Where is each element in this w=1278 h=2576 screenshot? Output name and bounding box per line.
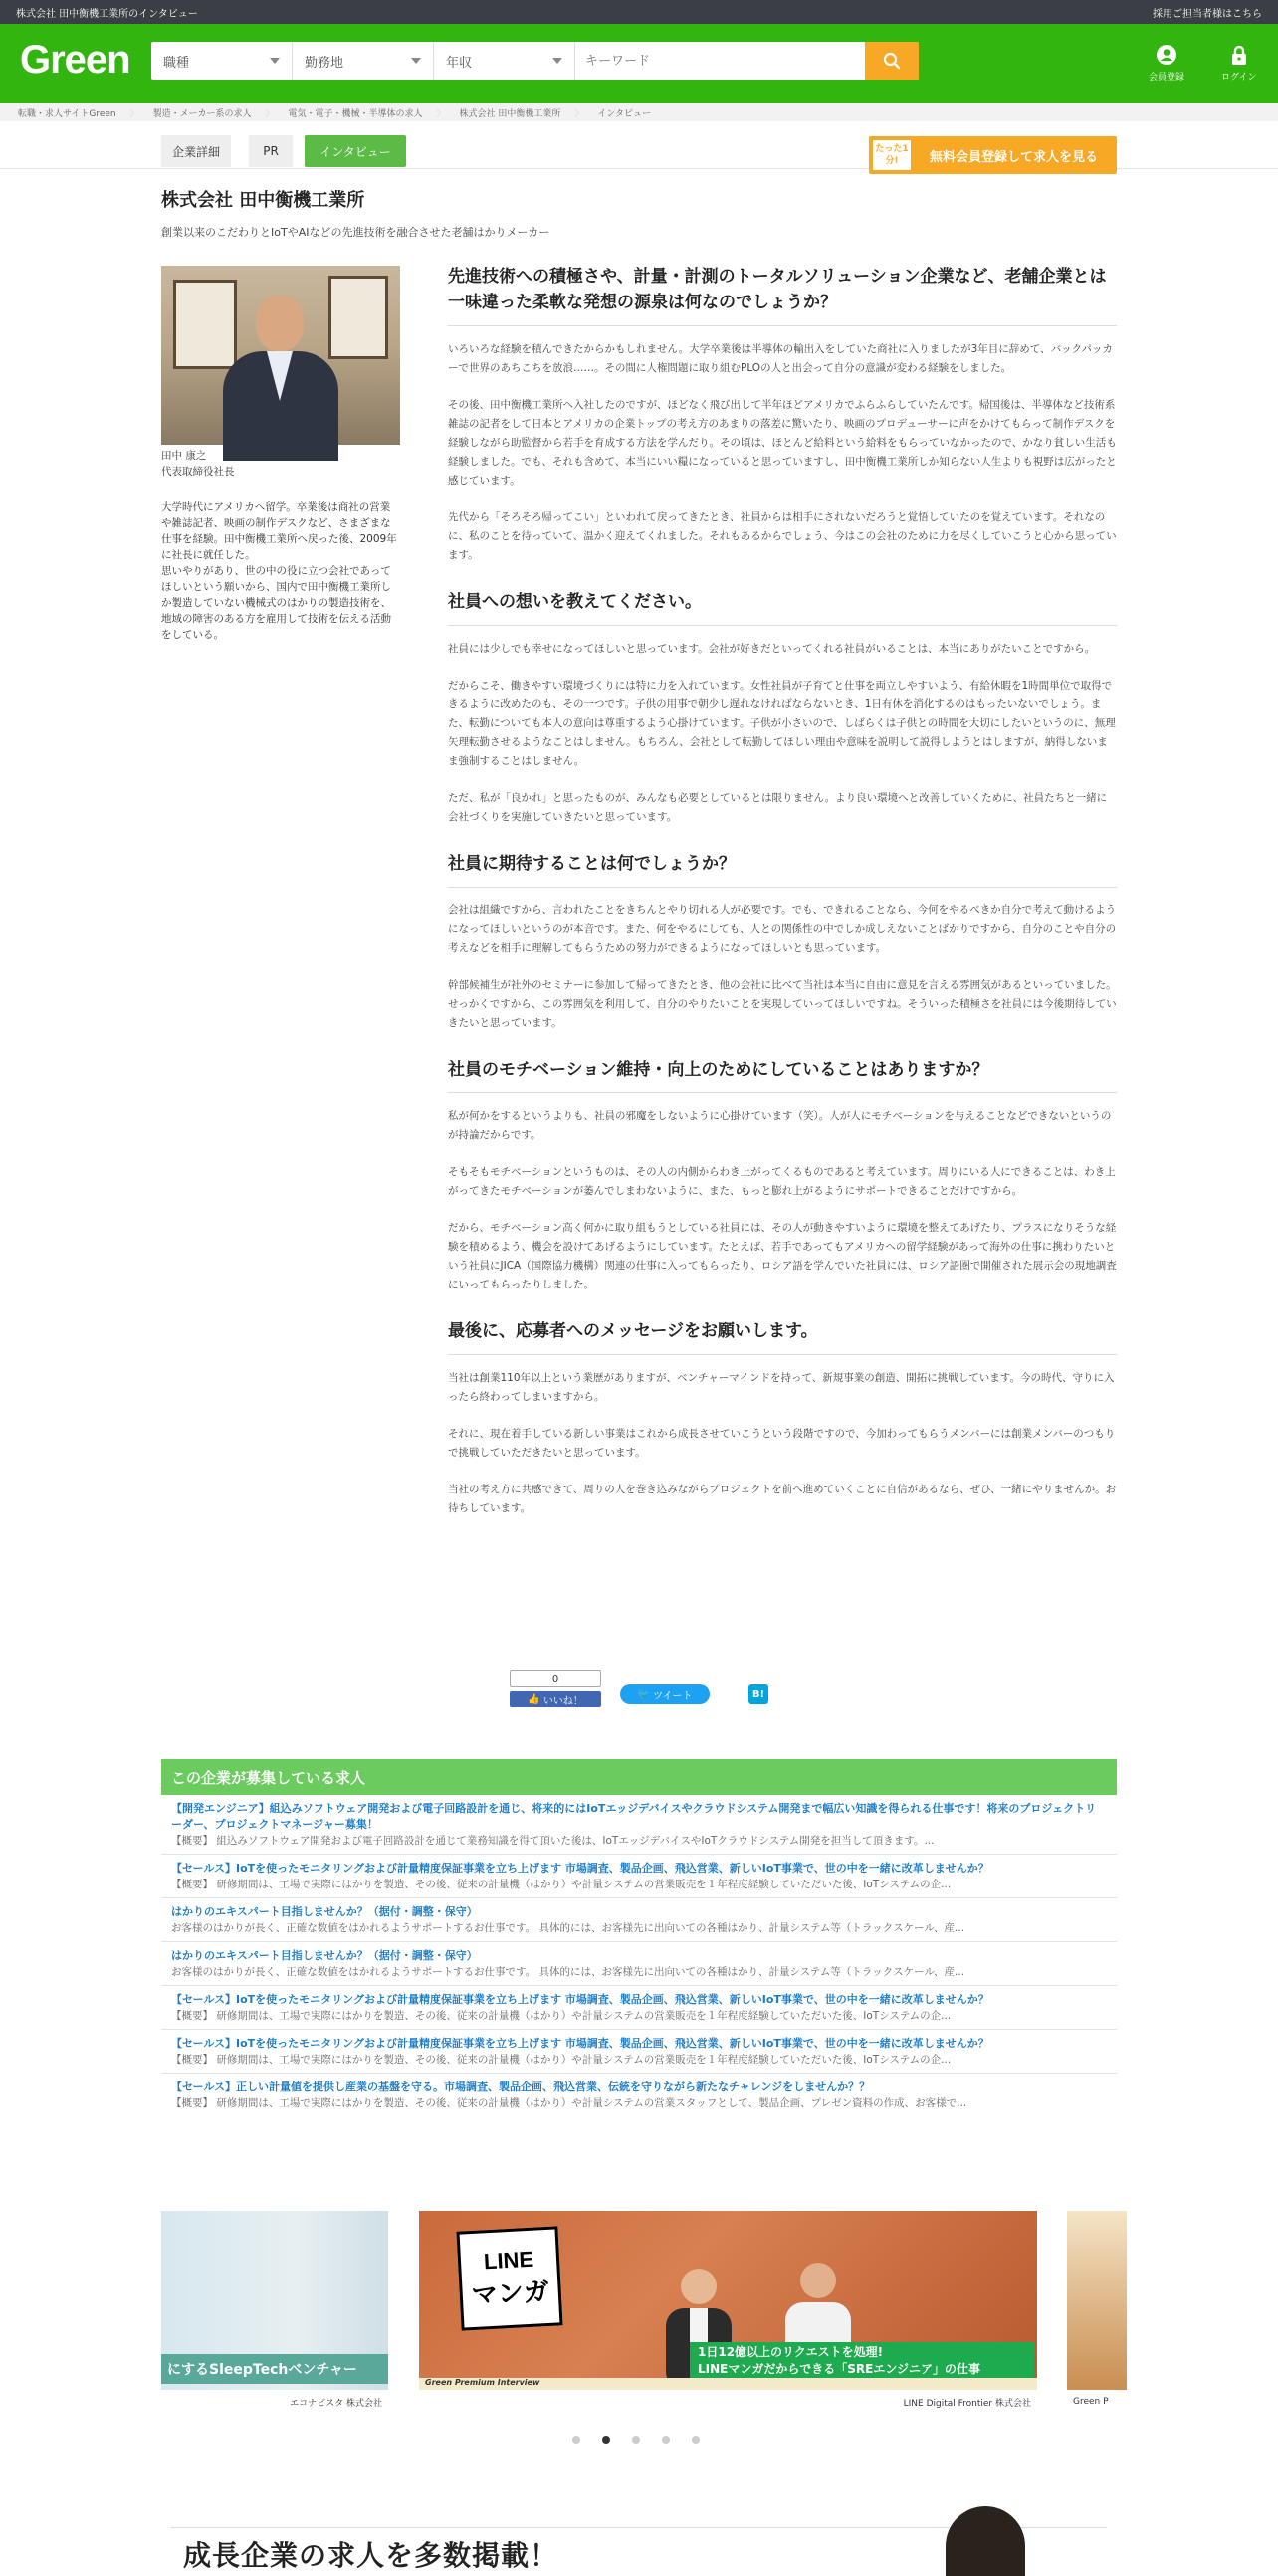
premium-label: Green Premium Interview xyxy=(419,2378,1037,2390)
job-summary: 【概要】 研修期間は、工場で実際にはかりを製造、その後、従来の計量機（はかり）や計量システムの営業販売を１年程度経験していただいた後、IoTシステムの企... xyxy=(171,2054,952,2066)
answer-body xyxy=(448,901,1117,1033)
question-heading: 社員に期待することは何でしょうか？ xyxy=(448,851,1117,888)
tweet-label: ツイート xyxy=(653,1690,693,1702)
breadcrumb-current: インタビュー xyxy=(597,108,652,119)
slide-image xyxy=(161,2211,388,2390)
qa-block xyxy=(448,1057,1117,1294)
search-bar xyxy=(151,42,919,80)
slide-headline-line1: 1日12億以上のリクエストを処理! xyxy=(698,2345,884,2359)
search-button[interactable] xyxy=(865,42,919,80)
slide-company: Green P xyxy=(1073,2397,1109,2407)
slide-strip-text: にするSleepTechベンチャー xyxy=(161,2354,388,2384)
breadcrumb-item[interactable]: 電気・電子・機械・半導体の求人 xyxy=(288,108,423,119)
qa-block xyxy=(448,851,1117,1033)
breadcrumb: 転職・求人サイトGreen 〉 製造・メーカー系の求人 〉 電気・電子・機械・半導体の求人 〉 株式会社 田中衡機工業所 〉 インタビュー xyxy=(0,103,1278,121)
list-item[interactable] xyxy=(161,1795,1117,1855)
tab-company-detail[interactable]: 企業詳細 xyxy=(161,135,231,167)
slide-headline xyxy=(690,2342,1034,2380)
company-tagline: 創業以来のこだわりとIoTやAIなどの先進技術を融合させた老舗はかりメーカー xyxy=(161,226,550,239)
carousel-dot-active[interactable] xyxy=(602,2436,610,2444)
breadcrumb-item[interactable]: 製造・メーカー系の求人 xyxy=(152,108,252,119)
slide-company: LINE Digital Frontier 株式会社 xyxy=(903,2398,1031,2409)
answer-paragraph: だから、モチベーション高く何かに取り組もうとしている社員には、その人が動きやすいように環境を整えてあげたり、プラスになりそうな経験を積めるよう、機会を設けてあげるようにしています。たとえば、若手であってもアメリカへの留学経験があって海外の仕事に携わりたいという社員にJICA（国際協力機構）関連の仕事に入ってもらったり、ロシア語を学んでいた社員には、ロシア語圏で開催された展示会の現地調査にいってもらったりしました。 xyxy=(448,1222,1117,1290)
list-item[interactable] xyxy=(161,1986,1117,2030)
promo-banner-text: 成長企業の求人を多数掲載！ xyxy=(183,2539,559,2572)
logo-line: LINE xyxy=(483,2246,534,2274)
job-summary: 【概要】 研修期間は、工場で実際にはかりを製造、その後、従来の計量機（はかり）や計量システムの営業販売を１年程度経験していただいた後、IoTシステムの企... xyxy=(171,1879,952,1890)
question-heading: 社員への想いを教えてください。 xyxy=(448,589,1117,626)
top-bar xyxy=(0,0,1278,24)
certificate-frame xyxy=(173,280,237,369)
signup-badge: たった1分! xyxy=(873,140,911,170)
site-header xyxy=(0,24,1278,103)
qa-block xyxy=(448,264,1117,565)
job-summary: 【概要】 研修期間は、工場で実際にはかりを製造、その後、従来の計量機（はかり）や計量システムの営業販売を１年程度経験していただいた後、IoTシステムの企... xyxy=(171,2010,952,2022)
question-heading: 社員のモチベーション維持・向上のためにしていることはありますか？ xyxy=(448,1057,1117,1093)
employer-link[interactable]: 採用ご担当者様はこちら xyxy=(1153,8,1262,20)
answer-paragraph: 当社の考え方に共感できて、周りの人を巻き込みながらプロジェクトを前へ進めていくことに自信があるなら、ぜひ、一緒にやりませんか。お待ちしています。 xyxy=(448,1484,1117,1514)
answer-paragraph: 私が何かをするというよりも、社員の邪魔をしないように心掛けています（笑）。人が人にモチベーションを与えることなどできないというのが持論だからです。 xyxy=(448,1110,1112,1141)
carousel-dot[interactable] xyxy=(572,2436,580,2444)
facebook-like[interactable] xyxy=(510,1670,601,1707)
answer-paragraph: 会社は組織ですから、言われたことをきちんとやり切れる人が必要です。でも、できれることなら、今何をやるべきか自分で考えて動けるようになってほしいというのが本音です。また、何をやるにしても、人との関係性の中でしか成しえないことばかりですから、自分のことや自分の考えなどを相手に理解してもらうための努力ができるようになってほしいとも思っています。 xyxy=(448,904,1117,954)
qa-block xyxy=(448,589,1117,827)
interview-carousel xyxy=(161,2211,1117,2414)
job-summary: お客様のはかりが長く、正確な数値をはかれるようサポートするお仕事です。 具体的には、お客様先に出向いての各種はかり、計量システム等（トラックスケール、産... xyxy=(171,1922,965,1934)
tab-pr[interactable]: PR xyxy=(249,135,293,167)
hatena-bookmark-button[interactable]: B! xyxy=(748,1684,768,1704)
answer-paragraph: 幹部候補生が社外のセミナーに参加して帰ってきたとき、他の会社に比べて当社は本当に自由に意見を言える雰囲気があるといっていました。せっかくですから、この雰囲気を利用して、自分のやりたいことを実現していってほしいですね。そういった積極さを社員には今後期待していきたいと思っています。 xyxy=(448,979,1117,1029)
list-item[interactable] xyxy=(161,1898,1117,1942)
answer-paragraph: 社員には少しでも幸せになってほしいと思っています。会社が好きだといってくれる社員がいることは、本当にありがたいことですから。 xyxy=(448,643,1096,655)
job-title-link[interactable]: 【セールス】IoTを使ったモニタリングおよび計量精度保証事業を立ち上げます 市場調査、製品企画、飛込営業、新しいIoT事業で、世の中を一緒に改革しませんか？ xyxy=(171,1993,989,2006)
social-share xyxy=(0,1670,1278,1709)
salary-select[interactable] xyxy=(434,42,575,80)
answer-paragraph: それに、現在着手している新しい事業はこれから成長させていこうという段階ですので、今加わってもらうメンバーには創業メンバーのつもりで挑戦していただきたいと思っています。 xyxy=(448,1428,1116,1459)
carousel-dot[interactable] xyxy=(662,2436,670,2444)
interview-article xyxy=(448,264,1117,1536)
chevron-down-icon xyxy=(270,58,280,64)
carousel-slide[interactable] xyxy=(419,2211,1037,2414)
facebook-like-button[interactable] xyxy=(510,1691,601,1707)
twitter-bird-icon: 🐦 xyxy=(637,1688,650,1700)
search-icon xyxy=(883,52,901,70)
tab-interview[interactable]: インタビュー xyxy=(305,135,406,167)
job-summary: お客様のはかりが長く、正確な数値をはかれるようサポートするお仕事です。 具体的には、お客様先に出向いての各種はかり、計量システム等（トラックスケール、産... xyxy=(171,1966,965,1978)
list-item[interactable] xyxy=(161,2030,1117,2074)
list-item[interactable] xyxy=(161,1855,1117,1898)
slide-caption xyxy=(1067,2390,1127,2414)
job-title-link[interactable]: 【開発エンジニア】組込みソフトウェア開発および電子回路設計を通じ、将来的にはIoTエッジデバイスやクラウドシステム開発まで幅広い知識を得られる仕事です！将来のプロジェクトリーダー、プロジェクトマネージャー募集！ xyxy=(171,1802,1097,1831)
list-item[interactable] xyxy=(161,1942,1117,1986)
slide-image xyxy=(1067,2211,1127,2390)
ceo-photo xyxy=(161,266,400,445)
answer-paragraph: ただ、私が「良かれ」と思ったものが、みんなも必要としているとは限りません。より良い環境へと改善していくために、社員たちと一緒に会社づくりを実施していきたいと思っています。 xyxy=(448,792,1108,823)
line-manga-logo xyxy=(456,2226,562,2330)
like-label: いいね！ xyxy=(542,1695,583,1707)
signup-cta-button[interactable] xyxy=(869,136,1117,174)
page-heading-small: 株式会社 田中衡機工業所のインタビュー xyxy=(16,8,198,20)
company-name: 株式会社 田中衡機工業所 xyxy=(161,190,365,211)
answer-body xyxy=(448,640,1117,827)
chevron-down-icon xyxy=(552,58,562,64)
carousel-dot[interactable] xyxy=(692,2436,700,2444)
promo-banner[interactable] xyxy=(171,2527,1107,2572)
profile-name-block xyxy=(161,448,235,480)
keyword-input[interactable] xyxy=(575,42,865,80)
slide-headline-line2: LINEマンガだからできる「SREエンジニア」の仕事 xyxy=(698,2362,981,2376)
login-label: ログイン xyxy=(1221,73,1257,83)
carousel-slide[interactable] xyxy=(161,2211,388,2414)
profile-name: 田中 康之 xyxy=(161,450,207,462)
carousel-dots xyxy=(572,2436,700,2444)
tweet-button[interactable] xyxy=(620,1684,710,1704)
certificate-frame xyxy=(328,276,388,359)
job-listings xyxy=(161,1759,1117,2116)
answer-paragraph: だからこそ、働きやすい環境づくりには特に力を入れています。女性社員が子育てと仕事を両立しやすいよう、有給休暇を1時間単位で取得できるように改めたのも、その一つです。子供の用事で朝少し遅れなければならないとき、1日有休を消化するのはもったいないでしょう。また、転勤についても本人の意向は尊重するよう心掛けています。子供が小さいので、しばらくは子供との時間を大切にしたいというのに、無理矢理転勤させるようなことはしません。もちろん、会社として転勤してほしい理由や意味を説明して説得しようとはしますが、納得しないまま強制することはしません。 xyxy=(448,680,1116,767)
slide-company: エコナビスタ 株式会社 xyxy=(290,2398,382,2409)
signup-cta-label: 無料会員登録して求人を見る xyxy=(929,149,1098,165)
job-listings-heading: この企業が募集している求人 xyxy=(161,1759,1117,1795)
location-label: 勤務地 xyxy=(305,55,344,71)
register-button[interactable] xyxy=(1149,44,1184,83)
job-type-label: 職種 xyxy=(163,55,190,71)
location-select[interactable] xyxy=(293,42,434,80)
job-summary: 【概要】 組込みソフトウェア開発および電子回路設計を通じて業務知識を得て頂いた後は、IoTエッジデバイスやIoTクラウドシステム開発を担当して頂きます。... xyxy=(171,1835,935,1847)
job-title-link[interactable]: 【セールス】IoTを使ったモニタリングおよび計量精度保証事業を立ち上げます 市場調査、製品企画、飛込営業、新しいIoT事業で、世の中を一緒に改革しませんか？ xyxy=(171,1862,989,1875)
answer-paragraph: いろいろな経験を積んできたからかもしれません。大学卒業後は半導体の輸出入をしていた商社に入りましたが3年目に辞めて、バックパッカーで世界のあちこちを放浪……。その間に人権問題に取り組むPLOの人と出会って自分の意識が変わる経験をしました。 xyxy=(448,343,1113,374)
job-type-select[interactable] xyxy=(151,42,293,80)
chevron-down-icon xyxy=(411,58,421,64)
job-title-link[interactable]: はかりのエキスパート目指しませんか？（据付・調整・保守） xyxy=(171,1949,478,1962)
profile-bio: 大学時代にアメリカへ留学。卒業後は商社の営業や雑誌記者、映画の制作デスクなど、さまざまな仕事を経験。田中衡機工業所へ戻った後、2009年に社長に就任した。 思いやりがあり、世の中の役に立つ会社であってほしいという願いから、国内で田中衡機工業所しか製造していない機械式のはかりの製造技術を、地域の障害のある方を雇用して技術を伝える活動をしている。 xyxy=(161,501,397,641)
answer-body xyxy=(448,1369,1117,1518)
job-title-link[interactable]: 【セールス】正しい計量値を提供し産業の基盤を守る。市場調査、製品企画、飛込営業、伝統を守りながら新たなチャレンジをしませんか？？ xyxy=(171,2081,871,2093)
profile-role: 代表取締役社長 xyxy=(161,466,235,478)
green-logo[interactable]: Green xyxy=(20,38,130,82)
carousel-dot[interactable] xyxy=(632,2436,640,2444)
lock-icon xyxy=(1228,44,1250,66)
qa-block xyxy=(448,1318,1117,1518)
slide-caption xyxy=(161,2390,388,2414)
answer-paragraph: その後、田中衡機工業所へ入社したのですが、ほどなく飛び出して半年ほどアメリカでふらふらしていたんです。帰国後は、半導体など技術系雑誌の記者をして日本とアメリカの企業トップの考え方のあまりの落差に驚いたり、映画のプロデューサーに声をかけてもらって制作デスクを経験しながら助監督から若手を育成する方法を学んだり。その頃は、ほとんど給料という給料をもらっていなかったので、かなり貧しい生活も経験しました。でも、それも含めて、本当にいい糧になっていると思っていますし、田中衡機工業所しか知らない人生よりも視野は広がったと感じています。 xyxy=(448,399,1117,487)
promo-person-image xyxy=(946,2506,1025,2576)
answer-paragraph: 当社は創業110年以上という業歴がありますが、ベンチャーマインドを持って、新規事業の創造、開拓に挑戦しています。今の時代、守りに入ったら終わってしまいますから。 xyxy=(448,1372,1115,1403)
salary-label: 年収 xyxy=(446,55,473,71)
thumbs-up-icon: 👍 xyxy=(528,1693,540,1705)
company-tabs xyxy=(0,121,1278,169)
answer-body xyxy=(448,1107,1117,1294)
answer-paragraph: そもそもモチベーションというものは、その人の内側からわき上がってくるものであると考えています。周りにいる人にできることは、わき上がってきたモチベーションが萎んでしまわないように、また、もっと膨れ上がるようにサポートできることだけですから。 xyxy=(448,1166,1116,1197)
breadcrumb-item[interactable]: 株式会社 田中衡機工業所 xyxy=(459,108,561,119)
answer-paragraph: 先代から「そろそろ帰ってこい」といわれて戻ってきたとき、社員からは相手にされないだろうと覚悟していたのを覚えています。それなのに、私のことを待っていて、温かく迎えてくれました。それもあるからでしょう、今はこの会社のために力を尽くしていこうと心から思っています。 xyxy=(448,511,1117,561)
register-label: 会員登録 xyxy=(1149,73,1185,83)
login-button[interactable] xyxy=(1221,44,1257,83)
slide-caption xyxy=(419,2390,1037,2414)
person-head xyxy=(256,296,304,351)
slide-image xyxy=(419,2211,1037,2390)
company-header xyxy=(161,186,549,240)
job-title-link[interactable]: はかりのエキスパート目指しませんか？（据付・調整・保守） xyxy=(171,1905,478,1918)
question-heading: 先進技術への積極さや、計量・計測のトータルソリューション企業など、老舗企業とは一味違った柔軟な発想の源泉は何なのでしょうか？ xyxy=(448,264,1117,326)
logo-manga: マンガ xyxy=(471,2276,550,2310)
breadcrumb-item[interactable]: 転職・求人サイトGreen xyxy=(18,108,116,119)
job-summary: 【概要】 研修期間は、工場で実際にはかりを製造、その後、従来の計量機（はかり）や計量システムの営業スタッフとして、製品企画、プレゼン資料の作成、お客様で... xyxy=(171,2097,967,2109)
job-title-link[interactable]: 【セールス】IoTを使ったモニタリングおよび計量精度保証事業を立ち上げます 市場調査、製品企画、飛込営業、新しいIoT事業で、世の中を一緒に改革しませんか？ xyxy=(171,2037,989,2050)
carousel-slide[interactable] xyxy=(1067,2211,1127,2414)
answer-body xyxy=(448,340,1117,565)
user-icon xyxy=(1156,44,1177,66)
like-count: 0 xyxy=(510,1670,601,1687)
question-heading: 最後に、応募者へのメッセージをお願いします。 xyxy=(448,1318,1117,1355)
list-item[interactable] xyxy=(161,2074,1117,2116)
